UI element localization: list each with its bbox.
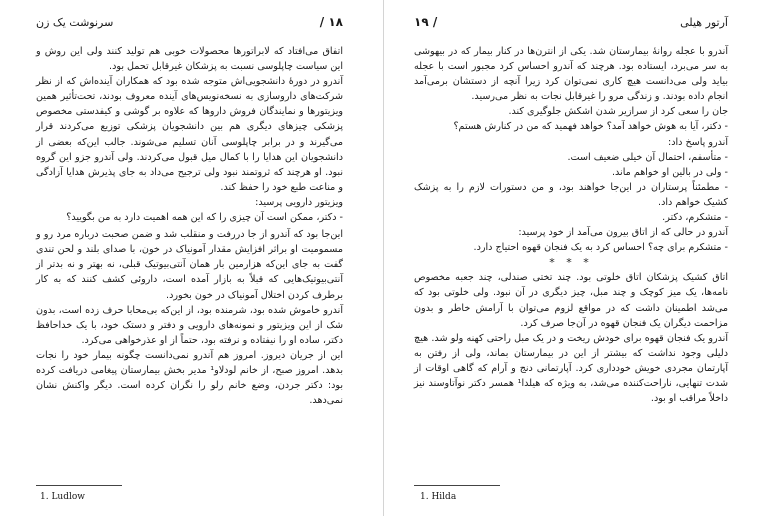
paragraph: آندرو پاسخ داد: xyxy=(667,136,728,148)
paragraph: - دکتر، ممکن است آن چیزی را که این همه اهمیت دارد به من بگویید؟ xyxy=(66,212,343,224)
paragraph: آندرو با عجله روانهٔ بیمارستان شد. یکی از انترن‌ها در کنار بیمار که در بیهوشی به سر می‌برد، ایستاده بود. هرچند که آندرو احساس کرد مجبور است با عجله بیاید ولی می‌دانست هیچ کاری نمی‌توان کرد زیرا آنچه از دستشان برمی‌آمد انجام داده بودند. و زندگی مرو را غیرقابل نجات به نظر می‌رسید. xyxy=(414,46,728,103)
paragraph: ویزیتور دارویی پرسید: xyxy=(255,196,343,208)
running-head xyxy=(36,14,343,44)
running-title: آرتور هیلی xyxy=(680,16,728,29)
paragraph: - مطمئناً پرستاران در این‌جا خواهند بود، و من دستورات لازم را به پزشک کشیک خواهم داد. xyxy=(414,181,728,208)
running-title: سرنوشت یک زن xyxy=(36,16,114,29)
body-text xyxy=(36,44,343,408)
page-number: ۱۹ xyxy=(414,15,429,29)
paragraph: اتفاق می‌افتاد که لابراتورها محصولات خوبی هم تولید کنند ولی این روش و این سیاست چاپلوسی نسبت به پزشکان غیرقابل تحمل بود. xyxy=(36,46,343,73)
paragraph: آندرو در دورهٔ دانشجویی‌اش متوجه شده بود که همکاران آینده‌اش که از نظر شرکت‌های داروسازی به نسخه‌نویس‌های آینده معروف بودند، تحت‌تأثیر همین ویزیتورها و نمایندگان فروش داروها که علاوه بر گوشی و کیفدستی مخصوص پزشکی چیزهای دیگری هم بین دانشجویان پزشکی توزیع می‌کردند قرار می‌گیرند و در برابر چاپلوسی آنان تسلیم می‌شوند. جالب این‌که بعضی از دانشجویان این هدایا را با کمال میل قبول می‌کردند. ولی آندرو جزو این گروه نبود. او هرچند که ثروتمند نبود ولی ترجیح می‌داد به جای پذیرش هدایا آزادگی و مناعت طبع خود را حفظ کند. xyxy=(36,76,343,193)
paragraph: اتاق کشیک پزشکان اتاق خلوتی بود. چند تختی صندلی، چند جعبه مخصوص نامه‌ها، یک میز کوچک و چند مبل، چیز دیگری در آن نبود. ولی خلوتی بود که می‌شد اطمینان داشت که در مواقع لزوم می‌توان با آرامش خاطر و بدون مزاحمت دیگران یک فنجان قهوه در آن‌جا صرف کرد. xyxy=(414,272,728,329)
right-page xyxy=(384,0,768,516)
body-text xyxy=(414,44,728,406)
running-head-separator: / xyxy=(432,15,438,29)
paragraph: این از جریان دیروز. امروز هم آندرو نمی‌دانست چگونه بیمار خود را نجات بدهد. امروز صبح، از خانم لودلاو¹ مدیر بخش بیمارستان پیغامی دریافت کرده بود: دکتر جردن، وضع خانم رلو را نگران کرده است. دیگر واکنش نشان نمی‌دهد. xyxy=(36,349,343,407)
paragraph: - ولی در بالین او خواهم ماند. xyxy=(611,166,728,178)
paragraph: آندرو خاموش شده بود، شرمنده بود، از این‌که بی‌محابا حرف زده است، بدون شک از این ویزیتور و نمونه‌های دارویی و دفتر و دستک خود، با یک خداحافظ دکتر، ساده او را نیفتاده و نرفته بود، حتماً از او عذرخواهی می‌کرد. xyxy=(36,304,343,346)
page-number: ۱۸ xyxy=(328,15,343,29)
footnote: 1. Hilda xyxy=(420,492,457,502)
footnote: 1. Ludlow xyxy=(40,492,85,502)
page-number-group xyxy=(414,14,437,30)
paragraph: جان را سعی کرد از سرازیر شدن اشکش جلوگیری کند. xyxy=(508,106,728,118)
paragraph: - متأسفم، احتمال آن خیلی ضعیف است. xyxy=(567,151,728,163)
paragraph: آندرو در حالی که از اتاق بیرون می‌آمد از خود پرسید: xyxy=(518,227,728,239)
paragraph: - متشکرم برای چه؟ احساس کرد به یک فنجان قهوه احتیاج دارد. xyxy=(473,242,728,254)
footnote-rule xyxy=(36,485,122,486)
paragraph: آندرو یک فنجان قهوه برای خودش ریخت و در یک مبل راحتی کهنه ولو شد. هیچ دلیلی وجود نداشت که بیشتر از این در بیمارستان بماند، ولی از رفتن به آپارتمان مجردی خویش خودداری کرد. آپارتمانی دنج و آرام که گاهی اوقات از شدت تنهایی، ناراحت‌کننده می‌شد، به ویژه که هیلدا¹ همسر دکتر نوآتاوسند نیز داخلاً مراقب او بود. xyxy=(414,332,729,405)
running-head-separator: / xyxy=(319,15,325,29)
footnote-rule xyxy=(414,485,500,486)
page-number-group xyxy=(320,14,343,30)
paragraph: - دکتر، آیا به هوش خواهد آمد؟ خواهد فهمید که من در کنارش هستم؟ xyxy=(453,121,728,133)
paragraph: - متشکرم، دکتر. xyxy=(662,212,728,224)
section-separator: * * * xyxy=(549,256,593,270)
running-head xyxy=(414,14,728,44)
paragraph: این‌جا بود که آندرو از جا دررفت و منقلب شد و ضمن صحبت درباره مرد رو و مسمومیت او براثر افزایش مقدار آمونیاک در خون، با صدای بلند و لحن تندی گفت به جای این‌که هزارمین بار همان آنتی‌بیوتیک قبلی، نه بهتر و نه بدتر از آنتی‌بیوتیک‌هایی که قبلاً به بازار آمده است، داروئی کشف کنند که به کار برطرف کردن اختلال آمونیاک در خون بخورد. xyxy=(36,229,343,301)
